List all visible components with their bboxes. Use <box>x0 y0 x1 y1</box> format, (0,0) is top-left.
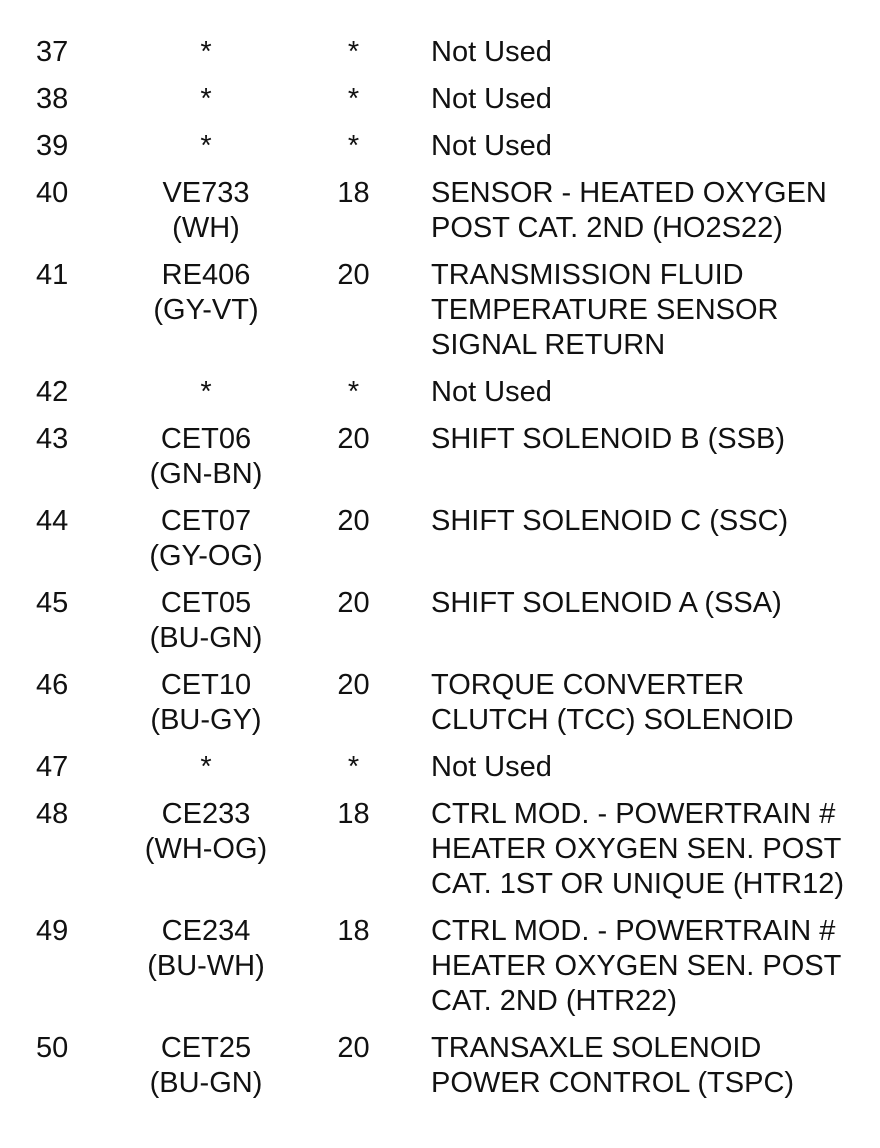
circuit-cell <box>106 1031 306 1101</box>
function-line: Not Used <box>431 130 552 162</box>
circuit-function <box>401 129 880 164</box>
wire-color: (GY-VT) <box>153 294 259 326</box>
table-row <box>0 668 880 738</box>
function-line: Not Used <box>431 36 552 68</box>
pin-number: 46 <box>36 669 69 701</box>
wire-color: (GY-OG) <box>149 540 263 572</box>
circuit-cell <box>106 504 306 574</box>
circuit-function <box>401 586 880 621</box>
function-line: TEMPERATURE SENSOR <box>431 294 779 326</box>
wire-color: (BU-GY) <box>150 704 262 736</box>
function-line: SENSOR - HEATED OXYGEN <box>431 177 827 209</box>
circuit-id: * <box>200 130 212 162</box>
circuit-cell <box>106 750 306 785</box>
table-row <box>0 797 880 902</box>
table-row <box>0 129 880 164</box>
circuit-function <box>401 750 880 785</box>
circuit-cell <box>106 668 306 738</box>
table-row <box>0 375 880 410</box>
pin-number: 50 <box>36 1032 69 1064</box>
circuit-function <box>401 797 880 902</box>
wire-gauge: 20 <box>337 669 370 701</box>
pin-number: 40 <box>36 177 69 209</box>
pin-number: 45 <box>36 587 69 619</box>
circuit-id: * <box>200 376 212 408</box>
table-row <box>0 82 880 117</box>
function-line: POST CAT. 2ND (HO2S22) <box>431 212 783 244</box>
table-row <box>0 586 880 656</box>
pin-number: 43 <box>36 423 69 455</box>
function-line: SHIFT SOLENOID B (SSB) <box>431 423 785 455</box>
circuit-cell <box>106 375 306 410</box>
wire-gauge: * <box>347 130 360 162</box>
pin-number: 41 <box>36 259 69 291</box>
wire-gauge: 20 <box>337 1032 370 1064</box>
circuit-function <box>401 375 880 410</box>
table-row <box>0 504 880 574</box>
circuit-id: CET25 <box>160 1032 252 1064</box>
wire-gauge: 20 <box>337 505 370 537</box>
circuit-cell <box>106 914 306 984</box>
pin-number: 48 <box>36 798 69 830</box>
wire-color: (WH-OG) <box>144 833 268 865</box>
table-row <box>0 258 880 363</box>
table-row <box>0 35 880 70</box>
pin-number: 37 <box>36 36 69 68</box>
circuit-cell <box>106 797 306 867</box>
wire-gauge: 18 <box>337 177 370 209</box>
wire-gauge: 20 <box>337 259 370 291</box>
circuit-id: CET06 <box>160 423 252 455</box>
function-line: POWER CONTROL (TSPC) <box>431 1067 795 1099</box>
wire-gauge: * <box>347 376 360 408</box>
pin-number: 39 <box>36 130 69 162</box>
function-line: CAT. 2ND (HTR22) <box>431 985 677 1017</box>
table-row <box>0 914 880 1019</box>
table-row <box>0 750 880 785</box>
circuit-function <box>401 258 880 363</box>
circuit-cell <box>106 258 306 328</box>
pin-number: 44 <box>36 505 69 537</box>
function-line: CAT. 1ST OR UNIQUE (HTR12) <box>431 868 845 900</box>
circuit-cell <box>106 129 306 164</box>
function-line: TRANSAXLE SOLENOID <box>431 1032 762 1064</box>
pin-number: 42 <box>36 376 69 408</box>
function-line: SIGNAL RETURN <box>431 329 666 361</box>
circuit-cell <box>106 82 306 117</box>
circuit-function <box>401 82 880 117</box>
pin-number: 49 <box>36 915 69 947</box>
function-line: HEATER OXYGEN SEN. POST <box>431 950 842 982</box>
circuit-function <box>401 504 880 539</box>
circuit-function <box>401 422 880 457</box>
circuit-function <box>401 668 880 738</box>
circuit-cell <box>106 35 306 70</box>
table-row <box>0 1031 880 1101</box>
wire-gauge: 18 <box>337 798 370 830</box>
pin-number: 38 <box>36 83 69 115</box>
circuit-function <box>401 1031 880 1101</box>
function-line: CTRL MOD. - POWERTRAIN # <box>431 915 836 947</box>
circuit-cell <box>106 176 306 246</box>
wire-gauge: * <box>347 36 360 68</box>
function-line: SHIFT SOLENOID C (SSC) <box>431 505 789 537</box>
circuit-cell <box>106 422 306 492</box>
function-line: SHIFT SOLENOID A (SSA) <box>431 587 782 619</box>
circuit-id: RE406 <box>161 259 251 291</box>
circuit-id: CE233 <box>161 798 251 830</box>
circuit-id: CET10 <box>160 669 252 701</box>
circuit-id: VE733 <box>162 177 250 209</box>
function-line: TORQUE CONVERTER <box>431 669 745 701</box>
table-row <box>0 422 880 492</box>
wire-gauge: 20 <box>337 587 370 619</box>
circuit-id: * <box>200 83 212 115</box>
wire-gauge: 20 <box>337 423 370 455</box>
wire-gauge: * <box>347 83 360 115</box>
wire-color: (GN-BN) <box>149 458 263 490</box>
circuit-id: * <box>200 36 212 68</box>
function-line: CTRL MOD. - POWERTRAIN # <box>431 798 836 830</box>
circuit-id: CE234 <box>161 915 251 947</box>
function-line: Not Used <box>431 376 552 408</box>
circuit-cell <box>106 586 306 656</box>
wire-gauge: * <box>347 751 360 783</box>
pin-number: 47 <box>36 751 69 783</box>
wire-color: (WH) <box>172 212 240 244</box>
wire-color: (BU-GN) <box>149 622 263 654</box>
circuit-function <box>401 35 880 70</box>
circuit-id: CET05 <box>160 587 252 619</box>
function-line: TRANSMISSION FLUID <box>431 259 744 291</box>
wire-gauge: 18 <box>337 915 370 947</box>
function-line: HEATER OXYGEN SEN. POST <box>431 833 842 865</box>
circuit-id: * <box>200 751 212 783</box>
circuit-function <box>401 914 880 1019</box>
function-line: Not Used <box>431 83 552 115</box>
function-line: CLUTCH (TCC) SOLENOID <box>431 704 794 736</box>
circuit-id: CET07 <box>160 505 252 537</box>
wire-color: (BU-GN) <box>149 1067 263 1099</box>
function-line: Not Used <box>431 751 552 783</box>
wire-color: (BU-WH) <box>147 950 265 982</box>
table-row <box>0 176 880 246</box>
circuit-function <box>401 176 880 246</box>
